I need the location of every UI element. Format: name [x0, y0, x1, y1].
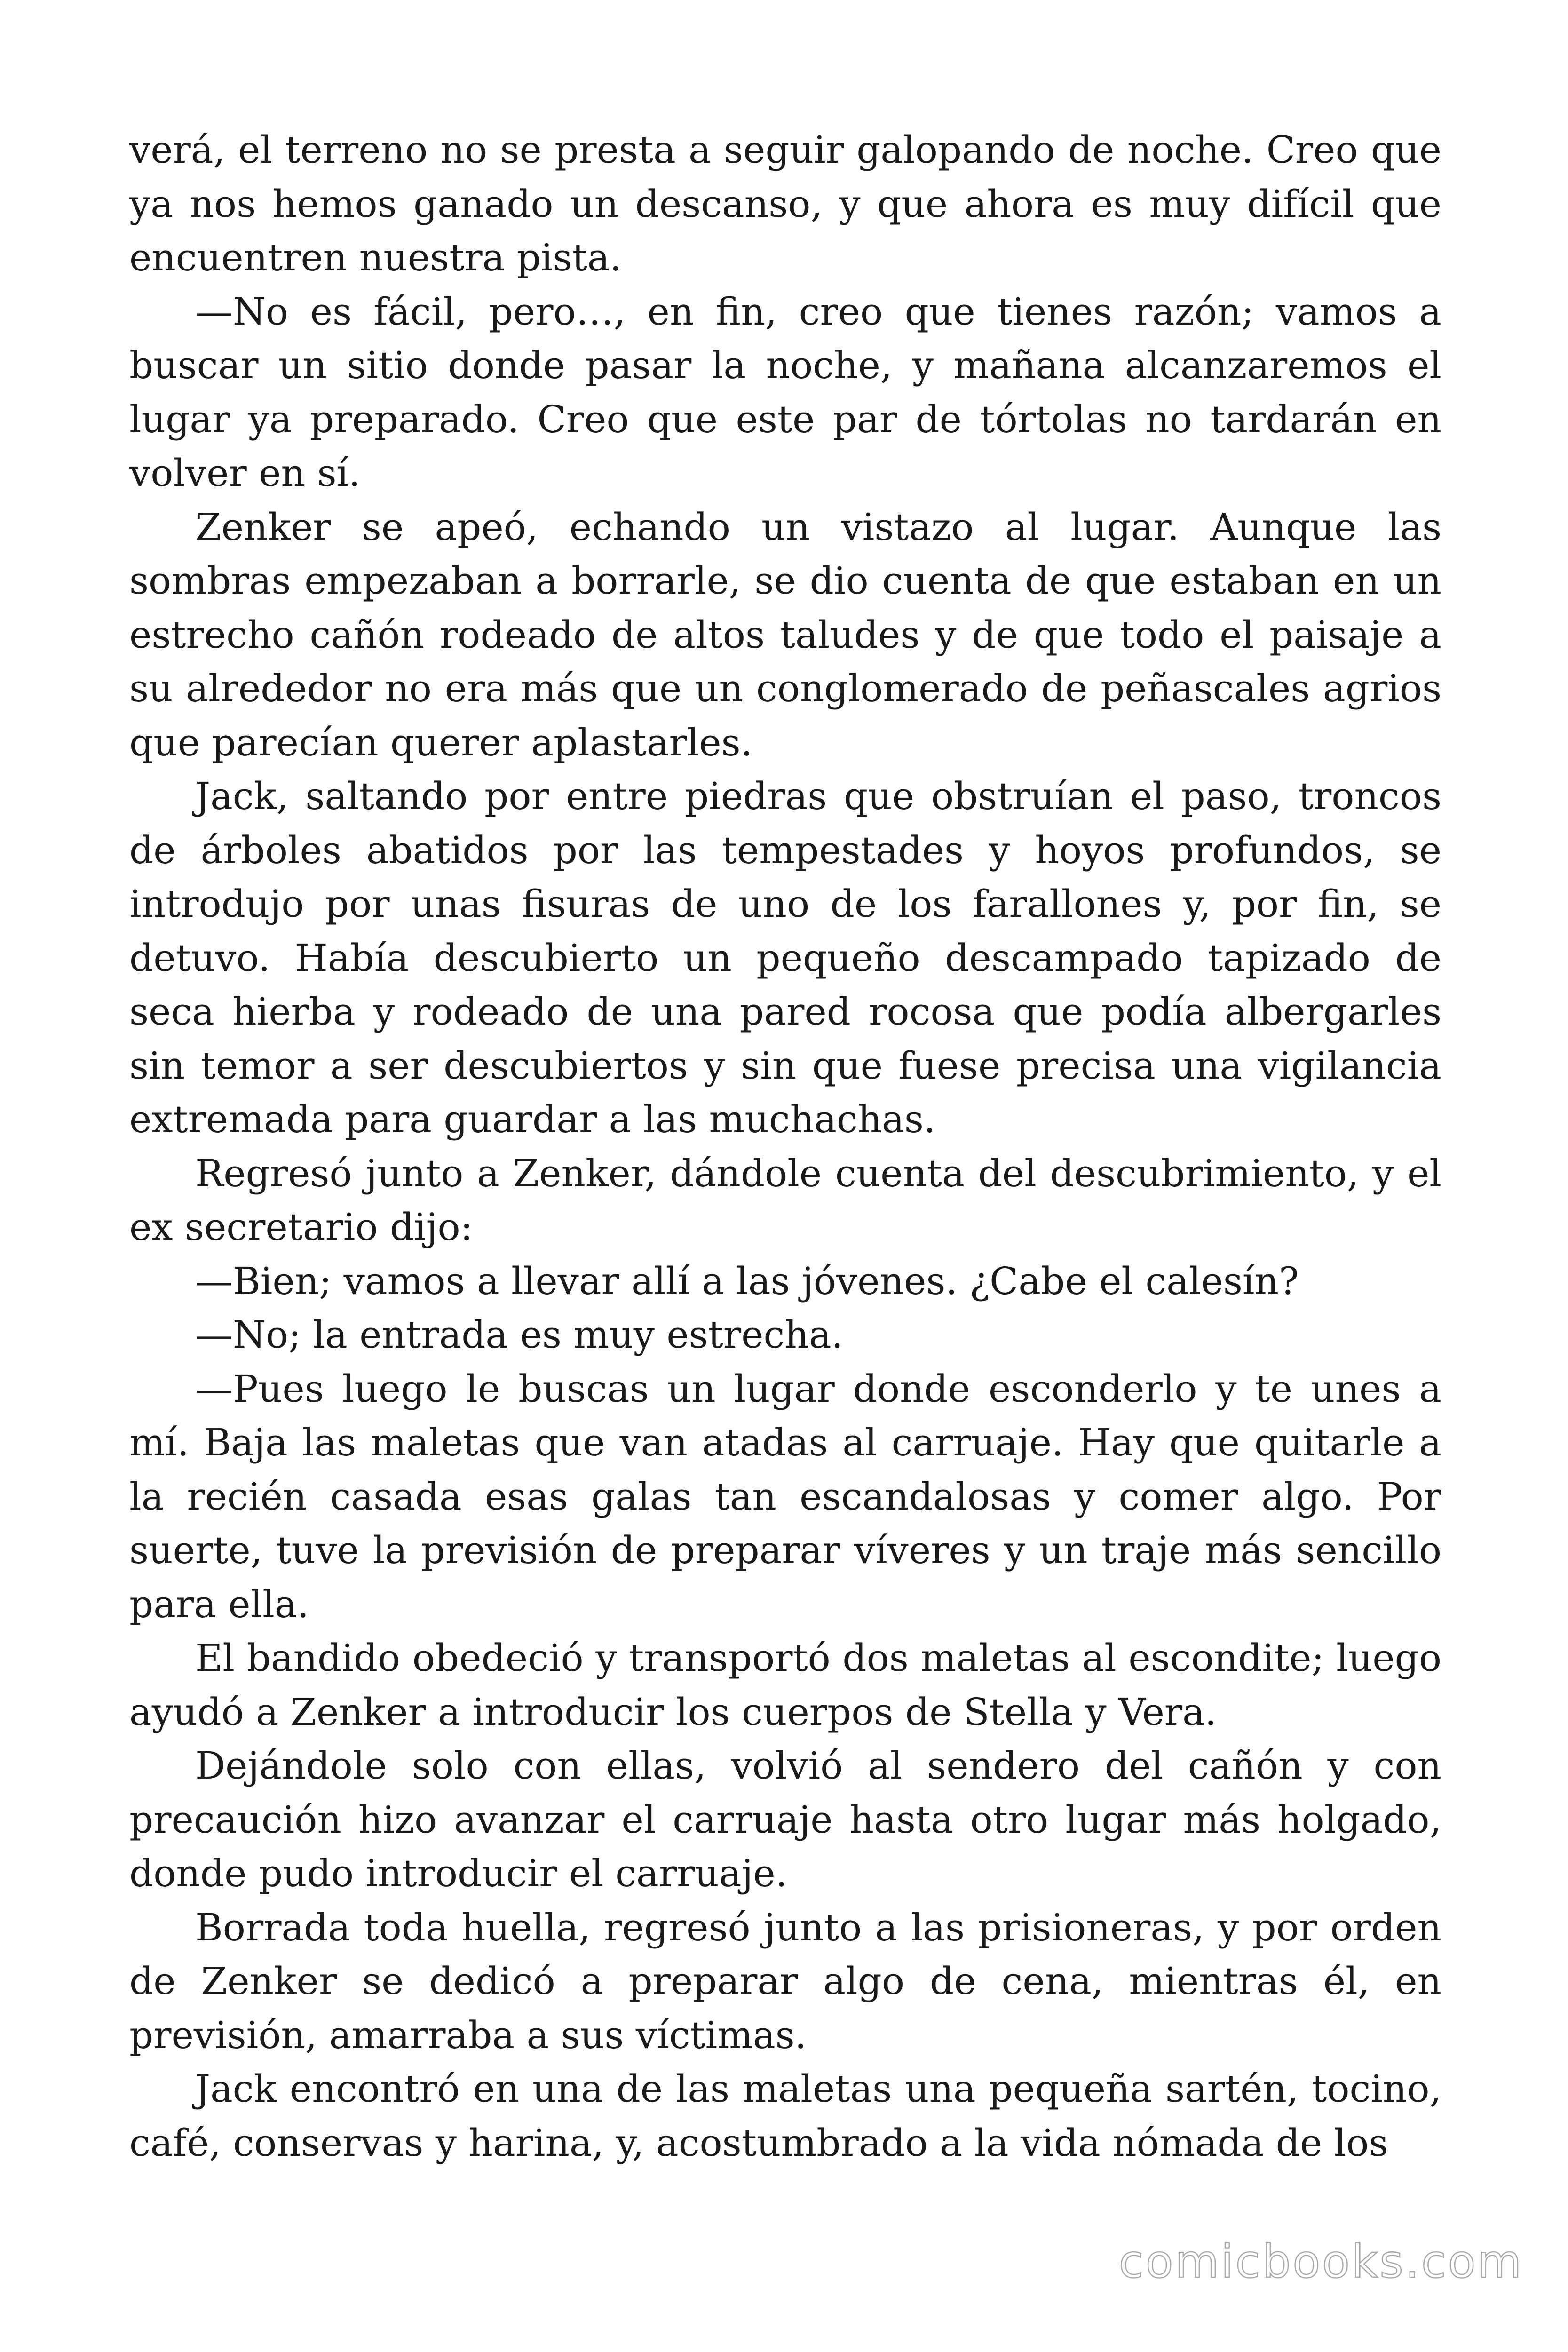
- paragraph-9: El bandido obedeció y transportó dos maletas al escondite; luego ayudó a Zenker a introducir los cuerpos de Stella y Vera.: [129, 1636, 1441, 1734]
- paragraph-10: Dejándole solo con ellas, volvió al sendero del cañón y con precaución hizo avanzar el carruaje hasta otro lugar más holgado, donde pudo introducir el carruaje.: [129, 1744, 1441, 1895]
- paragraph-3: Zenker se apeó, echando un vistazo al lugar. Aunque las sombras empezaban a borrarle, se dio cuenta de que estaban en un estrecho cañón rodeado de altos taludes y de que todo el paisaje a su alrededor no era más que un conglomerado de peñascales agrios que parecían querer aplastarles.: [129, 505, 1441, 764]
- paragraph-1: verá, el terreno no se presta a seguir galopando de noche. Creo que ya nos hemos ganado un descanso, y que ahora es muy difícil que encuentren nuestra pista.: [129, 128, 1441, 279]
- paragraph-7: —No; la entrada es muy estrecha.: [195, 1313, 843, 1357]
- paragraph-11: Borrada toda huella, regresó junto a las prisioneras, y por orden de Zenker se dedicó a preparar algo de cena, mientras él, en previsión, amarraba a sus víctimas.: [129, 1905, 1441, 2057]
- paragraph-5: Regresó junto a Zenker, dándole cuenta del descubrimiento, y el ex secretario dijo:: [129, 1151, 1441, 1249]
- watermark: comicbooks.com: [1118, 2235, 1523, 2288]
- paragraph-12: Jack encontró en una de las maletas una pequeña sartén, tocino, café, conservas y harina, y, acostumbrado a la vida nómada de los: [129, 2067, 1441, 2165]
- paragraph-4: Jack, saltando por entre piedras que obstruían el paso, troncos de árboles abatidos por las tempestades y hoyos profundos, se introdujo por unas fisuras de uno de los farallones y, por fin, se detuvo. Había descubierto un pequeño descampado tapizado de seca hierba y rodeado de una pared rocosa que podía albergarles sin temor a ser descubiertos y sin que fuese precisa una vigilancia extremada para guardar a las muchachas.: [129, 774, 1441, 1141]
- book-page-text: [129, 123, 1441, 2170]
- paragraph-2: —No es fácil, pero…, en fin, creo que tienes razón; vamos a buscar un sitio donde pasar la noche, y mañana alcanzaremos el lugar ya preparado. Creo que este par de tórtolas no tardarán en volver en sí.: [129, 289, 1441, 495]
- paragraph-6: —Bien; vamos a llevar allí a las jóvenes. ¿Cabe el calesín?: [195, 1259, 1299, 1303]
- paragraph-8: —Pues luego le buscas un lugar donde esconderlo y te unes a mí. Baja las maletas que van atadas al carruaje. Hay que quitarle a la recién casada esas galas tan escandalosas y comer algo. Por suerte, tuve la previsión de preparar víveres y un traje más sencillo para ella.: [129, 1367, 1441, 1626]
